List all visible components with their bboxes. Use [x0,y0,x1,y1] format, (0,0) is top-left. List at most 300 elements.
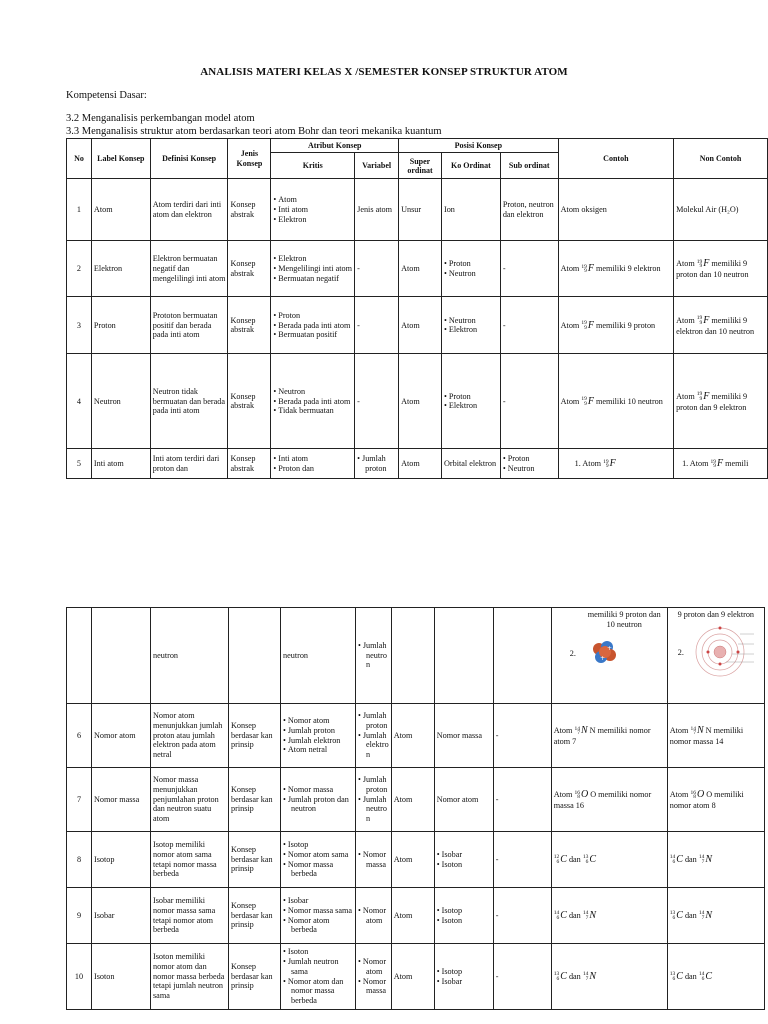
kritis-cell [271,354,355,449]
definisi-cell: Atom terdiri dari inti atom dan elektron [150,179,228,241]
ko-list [444,392,498,411]
super-cell: Atom [391,832,434,888]
mass-number: 14 [698,971,705,978]
kompetensi-label: Kompetensi Dasar: [66,90,147,101]
variabel-list [358,957,389,996]
list-item: • Proton [452,259,498,269]
mass-number: 13 [553,971,560,978]
noncontoh-example [676,391,765,412]
example-text: O memiliki nomor atom 8 [669,789,744,810]
mass-number: 14 [698,910,705,917]
ko-cell: Ion [441,179,500,241]
label-cell: Proton [91,297,150,354]
noncontoh-cell [667,888,764,944]
list-item: • Bermuatan negatif [281,274,352,284]
super-cell: Atom [391,944,434,1010]
jenis-cell: Konsep berdasar kan prinsip [229,704,281,768]
sub-cell [500,449,558,479]
definisi-cell: Elektron bermuatan negatif dan mengelilingi inti atom [150,241,228,297]
element-symbol: C [560,970,567,982]
kritis-cell [271,449,355,479]
kritis-cell: neutron [281,608,356,704]
conjunction: dan [682,910,699,920]
list-item: • Nomor massa sama [291,906,353,916]
kritis-list [273,387,352,416]
isotope-symbol [711,459,724,468]
example-text: memiliki 9 proton dan 10 neutron [676,259,749,279]
atomic-number: 7 [585,975,589,982]
header-kritis: Kritis [271,153,355,179]
label-cell: Isobar [92,888,151,944]
mass-number: 13 [582,854,589,861]
isotope-symbol [581,397,594,406]
mass-number: 19 [581,396,587,403]
atomic-number: 9 [584,324,587,331]
mass-number: 19 [581,263,587,270]
list-item: • Jumlah proton [365,454,396,473]
atomic-number: 6 [556,914,560,921]
noncontoh-cell [674,449,768,479]
mass-number: 19 [603,458,609,465]
element-symbol: C [589,853,596,865]
header-noncontoh: Non Contoh [674,139,768,179]
list-item: • Neutron [452,316,498,326]
list-item: • Nomor massa berbeda [291,860,353,879]
atomic-number: 9 [699,395,703,402]
variabel-list [358,906,389,925]
mass-number: 14 [698,854,705,861]
example-prefix: Atom [560,264,582,274]
kd-3-3: 3.3 Menganalisis struktur atom berdasarkan teori atom Bohr dan teori mekanika kuantum [66,126,442,137]
contoh-example [554,789,665,810]
ko-cell [434,832,493,888]
sub-cell: - [493,888,551,944]
isotope-symbol [690,790,704,799]
variabel-list [357,454,396,473]
atomic-number: 9 [584,268,587,275]
example-text: memiliki 9 elektron [593,264,661,274]
kritis-cell [281,704,356,768]
isotope-pair [554,971,665,983]
list-item: • Mengelilingi inti atom [281,264,352,274]
concept-table-1 [66,138,768,479]
element-symbol: C [676,909,683,921]
row-number: 8 [67,832,92,888]
kritis-cell [281,768,356,832]
kritis-cell [281,888,356,944]
list-item: • Jumlah neutro n [366,795,389,824]
concept-table-2 [66,607,765,1010]
super-cell: Atom [399,354,442,449]
header-super: Super ordinat [399,153,442,179]
ko-list [437,967,491,986]
mass-number: 19 [581,320,587,327]
isotope-pair [670,854,762,866]
definisi-cell: Inti atom terdiri dari proton dan [150,449,228,479]
variabel-cell [356,888,392,944]
list-item: • Jumlah proton [366,711,389,730]
table-row [67,179,768,241]
table-row [67,449,768,479]
ko-cell: Nomor massa [434,704,493,768]
contoh-example [554,725,665,746]
contoh-example [561,396,671,408]
isotope-symbol [603,459,616,468]
atomic-number: 9 [699,319,703,326]
document-title: ANALISIS MATERI KELAS X /SEMESTER KONSEP STRUKTUR ATOM [200,66,568,78]
jenis-cell: Konsep berdasar kan prinsip [229,832,281,888]
isotope-symbol [574,726,587,735]
header-atribut: Atribut Konsep [271,139,399,153]
mass-number: 14 [582,910,589,917]
isotope-symbol [697,259,710,268]
example-prefix: Atom [553,789,575,799]
list-item: • Nomor atom [291,716,353,726]
kritis-list [283,785,353,814]
isotope-symbol [581,264,594,273]
atomic-number: 6 [672,858,676,865]
atomic-number: 7 [585,914,589,921]
kritis-list [283,896,353,935]
atomic-number: 7 [701,858,705,865]
atomic-number: 6 [585,858,589,865]
list-item: • Proton [511,454,556,464]
mass-number: 14 [582,971,589,978]
list-item: • Isobar [291,896,353,906]
mass-number: 14 [669,854,676,861]
mass-number: 14 [574,725,580,732]
contoh-cell [558,449,673,479]
example-prefix: Atom [676,315,697,325]
kritis-list [273,254,352,283]
list-item: • Jumlah neutron sama [291,957,353,976]
mass-number: 12 [553,854,560,861]
contoh-cell [551,888,667,944]
conjunction: dan [682,854,699,864]
ko-cell [434,888,493,944]
table-row [67,888,765,944]
list-item: • Neutron [511,464,556,474]
example-text: N memiliki nomor massa 14 [669,725,744,746]
noncontoh-cell [674,354,768,449]
table-row [67,608,765,704]
ko-list [444,259,498,278]
list-item: • Berada pada inti atom [281,321,352,331]
contoh-example [561,458,671,470]
noncontoh-text: 9 proton dan 9 elektron [677,610,755,619]
contoh-cell: Atom oksigen [558,179,673,241]
atomic-number: 7 [577,729,580,736]
isotope-symbol [554,972,567,981]
bohr-model-image [694,626,762,681]
header-definisi: Definisi Konsep [150,139,228,179]
element-symbol: F [587,395,594,407]
row-number: 5 [67,449,92,479]
noncontoh-example [676,258,765,279]
sub-cell: - [493,944,551,1010]
isotope-symbol [554,855,567,864]
row-number: 9 [67,888,92,944]
noncontoh-example [670,725,762,746]
variabel-item: • Jumlah neutro n [366,641,389,670]
isotope-symbol [581,321,594,330]
element-symbol: N [705,909,712,921]
isotope-symbol [574,790,588,799]
atomic-number: 9 [605,463,609,470]
variabel-list [358,711,389,759]
label-cell: Nomor atom [92,704,151,768]
definisi-cell: Isoton memiliki nomor atom dan nomor massa berbeda tetapi jumlah neutron sama [151,944,229,1010]
mass-number: 13 [669,971,676,978]
example-prefix: Atom [553,725,575,735]
isotope-symbol [670,855,683,864]
ko-list [444,316,498,335]
example-text: memiliki 9 proton dan 9 elektron [676,391,748,412]
element-symbol: C [705,970,712,982]
contoh-cell [551,608,667,704]
definisi-cell: Isotop memiliki nomor atom sama tetapi nomor massa berbeda [151,832,229,888]
ko-cell [434,944,493,1010]
super-cell: Atom [399,449,442,479]
atom-nucleus-image [586,635,622,674]
list-item: • Isobar [445,850,491,860]
contoh-cell [558,241,673,297]
mass-number: 16 [690,789,696,796]
label-cell: Isotop [92,832,151,888]
list-item: • Atom netral [291,745,353,755]
label-cell: Isoton [92,944,151,1010]
list-item: • Neutron [452,269,498,279]
variabel-cell [356,704,392,768]
kritis-cell [271,179,355,241]
definisi-cell: Neutron tidak bermuatan dan berada pada inti atom [150,354,228,449]
contoh-cell [551,832,667,888]
table-row [67,241,768,297]
noncontoh-cell [667,704,764,768]
definisi-cell: Isobar memiliki nomor massa sama tetapi nomor atom berbeda [151,888,229,944]
atomic-number: 6 [556,975,560,982]
isotope-symbol [690,726,703,735]
variabel-list [358,775,389,823]
atomic-number: 6 [672,914,676,921]
noncontoh-cell [667,944,764,1010]
element-symbol: F [703,314,710,326]
list-item: • Proton [452,392,498,402]
jenis-cell: Konsep abstrak [228,179,271,241]
row-number: 6 [67,704,92,768]
kritis-list [273,195,352,224]
example-prefix: Atom [669,725,691,735]
header-label: Label Konsep [91,139,150,179]
sub-cell: - [493,768,551,832]
conjunction: dan [566,971,583,981]
kritis-list [273,311,352,340]
super-cell: Atom [391,768,434,832]
ko-cell: Orbital elektron [441,449,500,479]
kritis-cell [271,297,355,354]
example-prefix: Atom [676,391,697,401]
example-text: O memiliki nomor massa 16 [553,789,652,810]
noncontoh-cell: Molekul Air (H₂O) [674,179,768,241]
variabel-cell [355,449,399,479]
variabel-cell [356,944,392,1010]
contoh-example [561,263,671,275]
list-item: • Elektron [452,401,498,411]
contoh-cell [558,297,673,354]
variabel-cell [356,832,392,888]
mass-number: 19 [710,458,716,465]
ko-cell [441,241,500,297]
sub-cell: - [500,241,558,297]
list-item: • Isotop [445,967,491,977]
isotope-symbol [554,911,567,920]
list-item: • Nomor massa [291,785,353,795]
label-cell: Elektron [91,241,150,297]
sub-cell: - [493,704,551,768]
mass-number: 19 [696,315,703,322]
contoh-number: 2. [569,649,576,659]
contoh-text: memiliki 9 proton dan 10 neutron [587,610,661,629]
definisi-cell: Prototon bermuatan positif dan berada pada inti atom [150,297,228,354]
element-symbol: F [609,458,616,470]
header-sub: Sub ordinat [500,153,558,179]
ko-list [437,906,491,925]
row-number: 10 [67,944,92,1010]
isotope-symbol [670,911,683,920]
definisi-cell: neutron [151,608,229,704]
element-symbol: N [705,853,712,865]
row-number: 7 [67,768,92,832]
element-symbol: O [696,788,705,800]
super-cell: Unsur [399,179,442,241]
super-cell: Atom [391,704,434,768]
header-contoh: Contoh [558,139,673,179]
noncontoh-number: 2. [677,647,684,657]
jenis-cell: Konsep abstrak [228,354,271,449]
atomic-number: 6 [701,975,705,982]
list-item: • Nomor atom [366,906,389,925]
row-number: 4 [67,354,92,449]
list-item: • Inti atom [281,454,352,464]
list-item: • Atom [281,195,352,205]
conjunction: dan [566,910,583,920]
kritis-cell [271,241,355,297]
list-item: • Neutron [281,387,352,397]
variabel-cell: - [355,241,399,297]
list-item: • Jumlah proton [366,775,389,794]
contoh-example [561,320,671,332]
list-item: • Jumlah elektro n [366,731,389,760]
list-item: • Elektron [452,325,498,335]
variabel-cell [356,608,392,704]
kritis-list [283,947,353,1005]
header-posisi: Posisi Konsep [399,139,559,153]
list-item: • Proton dan [281,464,352,474]
element-symbol: F [703,390,710,402]
list-item: • Isoton [445,916,491,926]
example-prefix: 1. Atom [682,459,711,469]
jenis-cell: Konsep abstrak [228,297,271,354]
row-number: 1 [67,179,92,241]
conjunction: dan [682,971,699,981]
jenis-cell: Konsep abstrak [228,241,271,297]
super-cell: Atom [391,888,434,944]
isotope-symbol [697,392,710,401]
isotope-pair [554,910,665,922]
list-item: • Isoton [291,947,353,957]
kd-3-2: 3.2 Menganalisis perkembangan model atom [66,113,255,124]
jenis-cell: Konsep berdasar kan prinsip [229,768,281,832]
list-item: • Jumlah proton [291,726,353,736]
sub-list [503,454,556,473]
list-item: • Isoton [445,860,491,870]
element-symbol: F [717,458,724,470]
isotope-symbol [583,911,596,920]
variabel-cell [356,768,392,832]
list-item: • Berada pada inti atom [281,397,352,407]
list-item: • Isotop [445,906,491,916]
atomic-number: 8 [693,793,696,800]
label-cell: Inti atom [91,449,150,479]
variabel-cell: Jenis atom [355,179,399,241]
table-row [67,704,765,768]
element-symbol: N [580,724,588,736]
ko-cell [441,297,500,354]
atomic-number: 7 [701,914,705,921]
list-item: • Elektron [281,215,352,225]
label-cell: Neutron [91,354,150,449]
atomic-number: 6 [556,858,560,865]
list-item: • Nomor atom berbeda [291,916,353,935]
label-cell: Nomor massa [92,768,151,832]
contoh-cell [551,768,667,832]
element-symbol: N [589,970,596,982]
row-number: 3 [67,297,92,354]
table-row [67,354,768,449]
jenis-cell: Konsep berdasar kan prinsip [229,888,281,944]
table-row [67,944,765,1010]
label-cell: Atom [91,179,150,241]
example-text: memiliki 9 proton [593,320,656,330]
isotope-pair [554,854,665,866]
jenis-cell: Konsep abstrak [228,449,271,479]
kritis-cell [281,944,356,1010]
list-item: • Nomor atom sama [291,850,353,860]
atomic-number: 7 [693,729,696,736]
sub-cell: - [500,297,558,354]
example-text: N memiliki nomor atom 7 [553,725,651,746]
svg-text:+: + [606,645,612,653]
noncontoh-cell [667,608,764,704]
kritis-list [273,454,352,473]
element-symbol: F [587,319,594,331]
noncontoh-cell [667,768,764,832]
sub-cell: - [493,832,551,888]
mass-number: 16 [574,789,580,796]
super-cell: Atom [399,241,442,297]
example-prefix: Atom [676,259,697,269]
element-symbol: C [676,853,683,865]
element-symbol: C [676,970,683,982]
list-item: • Proton [281,311,352,321]
element-symbol: N [696,724,704,736]
contoh-cell [558,354,673,449]
sub-cell: - [500,354,558,449]
list-item: • Jumlah elektron [291,736,353,746]
contoh-cell [551,704,667,768]
isotope-symbol [670,972,683,981]
atomic-number: 8 [577,793,580,800]
